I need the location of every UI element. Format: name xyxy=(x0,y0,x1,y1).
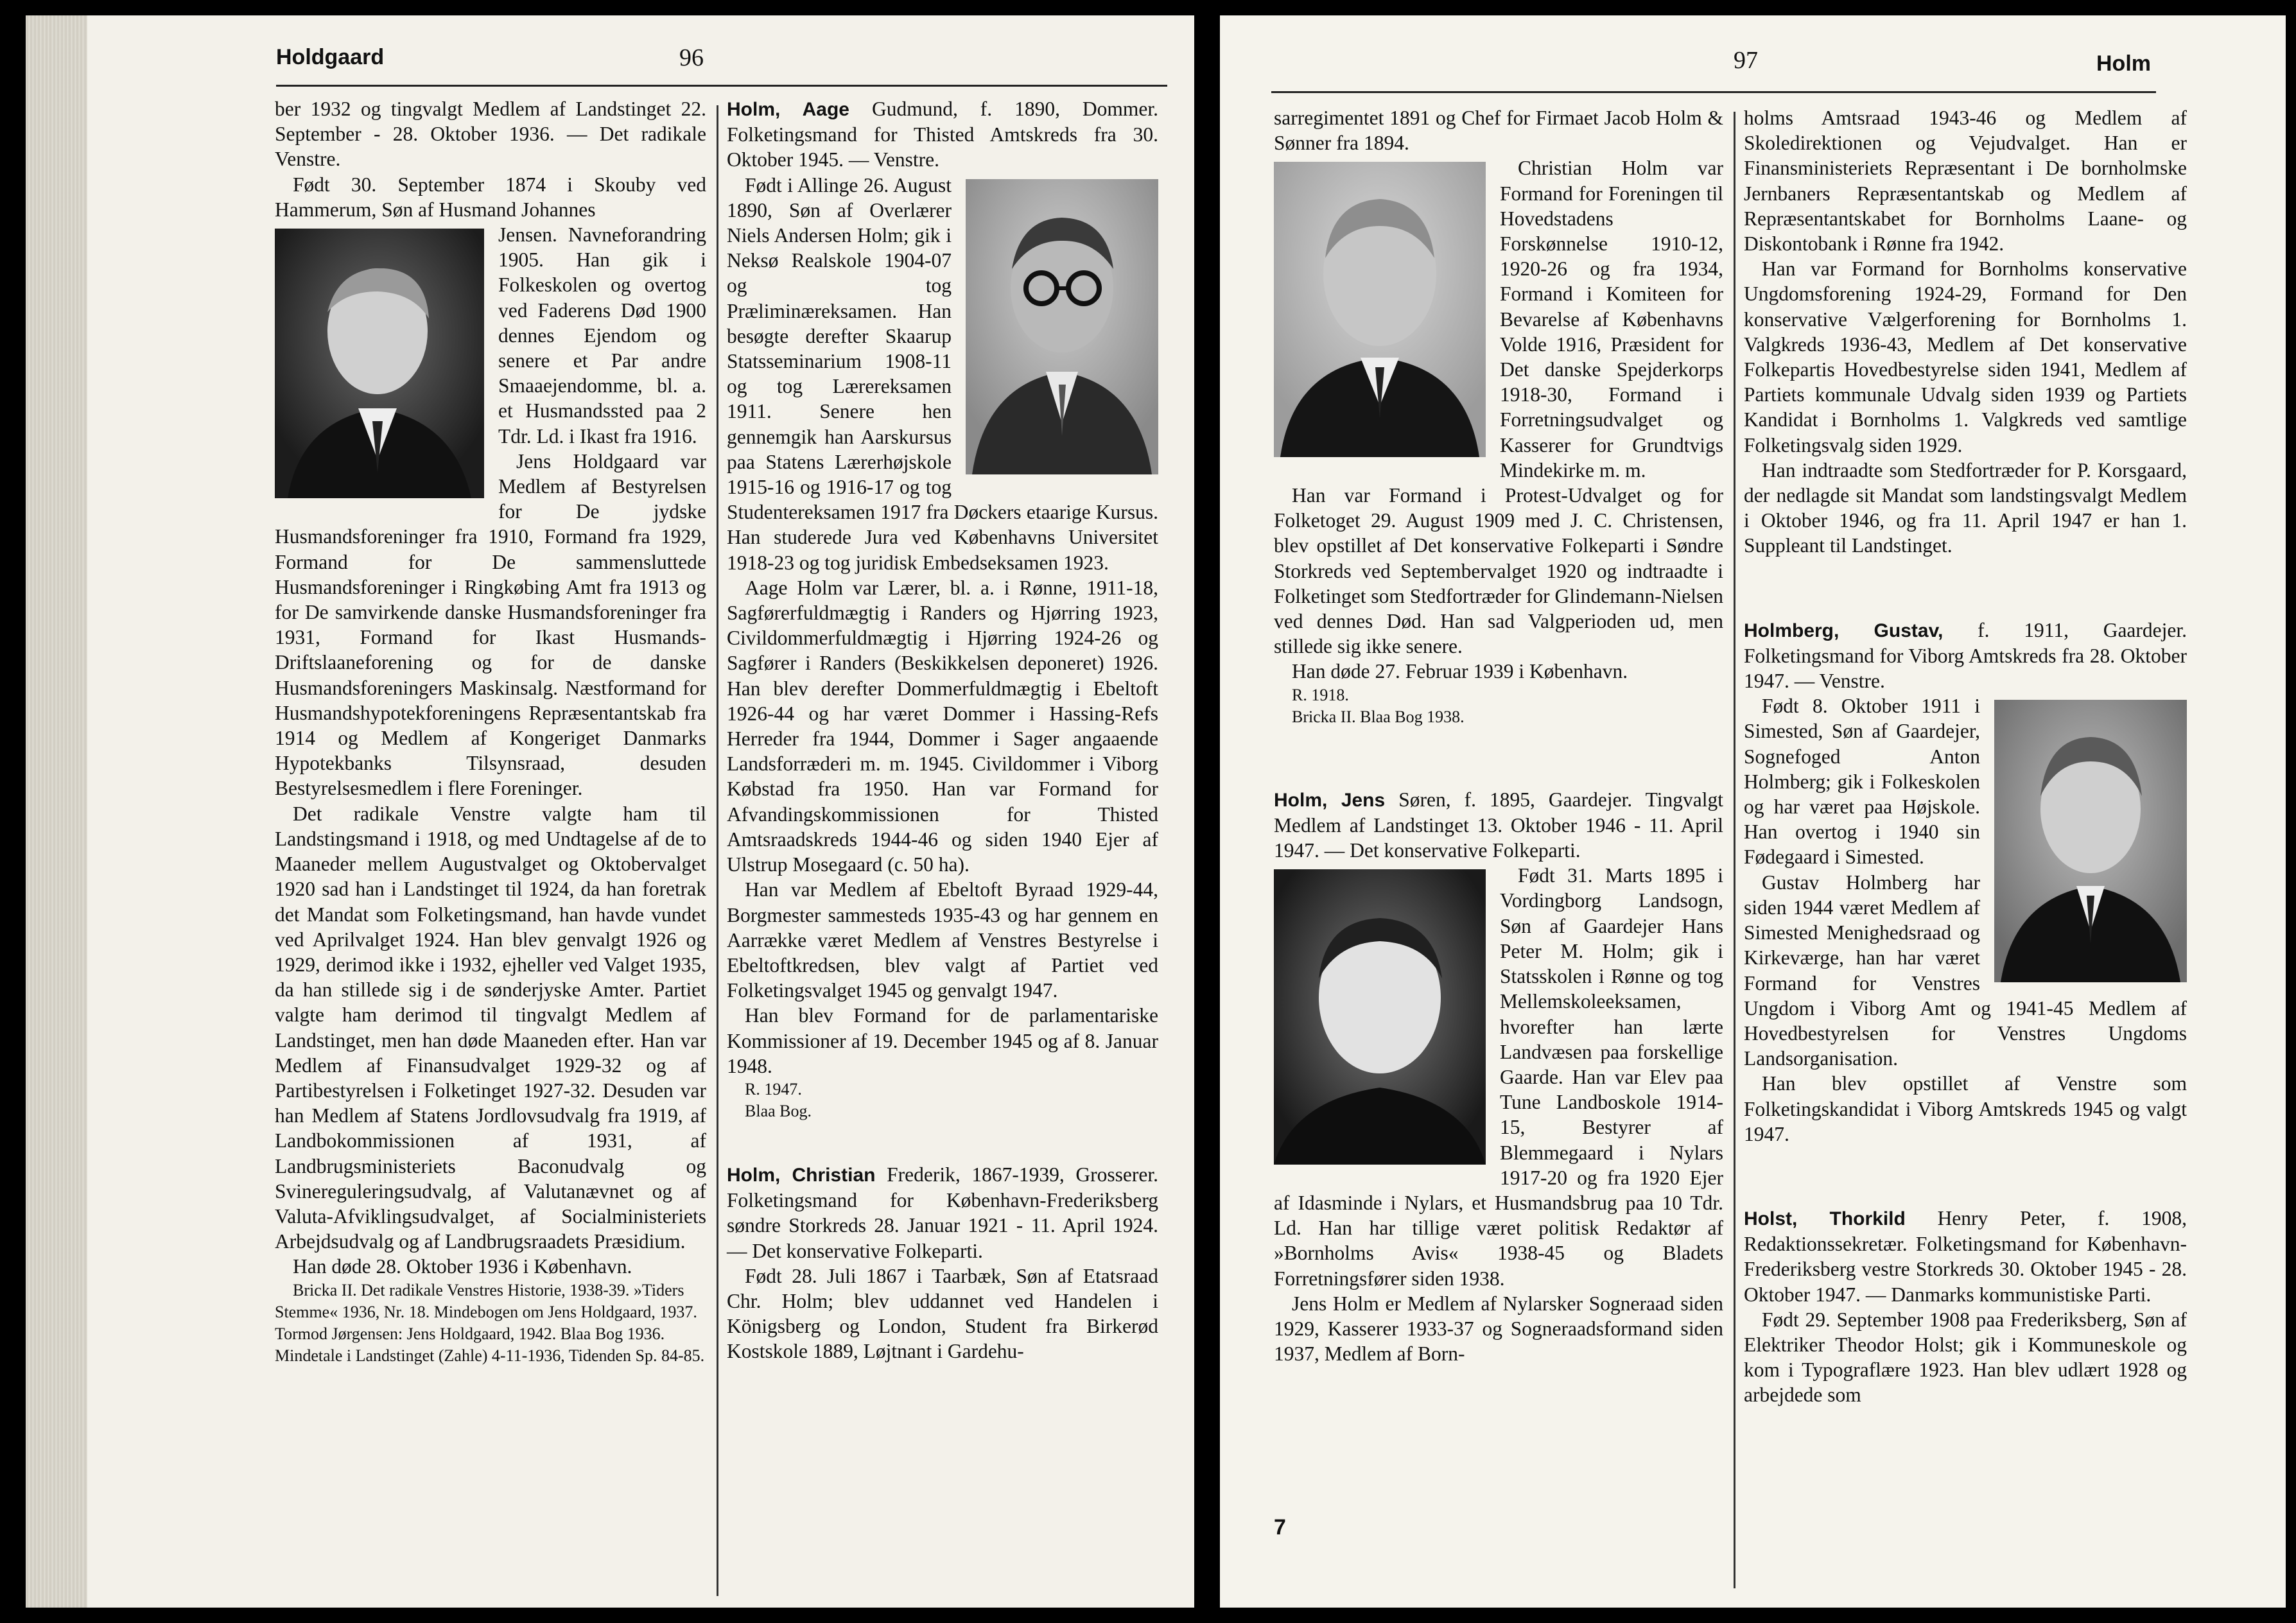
reference: Bricka II. Blaa Bog 1938. xyxy=(1292,707,1465,726)
portrait-christian-holm xyxy=(1274,162,1486,457)
paragraph: Han var Formand i Protest-Udvalget og for Folketoget 29. August 1909 med J. C. Christensen, blev opstillet af Det konservative Folkeparti i Søndre Storkreds ved Septembervalget 1920 og indtraadte i Folketinget som Stedfortræder for Glindemann-Nielsen ved dennes Død. Han sad Valgperioden ud, men stillede sig ikke senere. xyxy=(1274,484,1723,658)
column-divider xyxy=(1734,112,1735,1588)
paragraph: holms Amtsraad 1943-46 og Medlem af Skoledirektionen og Vejudvalget. Han er Finansministeriets Repræsentant i De bornholmske Jernbaners Repræsentantskab og Medlem af Repræsentantskabet for Bornholms Laane- og Diskontobank i Rønne fra 1942. xyxy=(1744,107,2187,256)
paragraph: Han døde 28. Oktober 1936 i København. xyxy=(293,1255,632,1278)
entry-name: Holm, Jens xyxy=(1274,789,1386,811)
entry-intro: Frederik, 1867-1939, Grosserer. Folketingsmand for København-Frederiksberg søndre Storkreds 28. Januar 1921 - 11. April 1924. — Det konservative Folkeparti. xyxy=(727,1163,1158,1262)
running-header-name: Holm xyxy=(2096,51,2151,76)
entry-name: Holm, Christian xyxy=(727,1164,876,1186)
right-column-1 xyxy=(1274,105,1723,1569)
paragraph: Aage Holm var Lærer, bl. a. i Rønne, 1911-18, Sagførerfuldmægtig i Randers og Hjørring 1923, Civildommerfuldmægtig i Hjørring 1924-26 og Sagfører i Randers (Beskikkelsen deponeret) 1926. Han blev derefter Dommerfuldmægtig i Ebeltoft 1926-44 og har været Dommer i Hassing-Refs Herreder fra 1944, Dommer i Sager angaaende Landsforræderi m. m. 1945. Civildommer i Viborg Købstad fra 1950. Han var Formand for Afvandingskommissionen for Thisted Amtsraadskreds 1944-46 og siden 1940 Ejer af Ulstrup Mosegaard (c. 50 ha). xyxy=(727,576,1158,876)
running-header-name: Holdgaard xyxy=(276,45,385,69)
paragraph: sarregimentet 1891 og Chef for Firmaet Jacob Holm & Sønner fra 1894. xyxy=(1274,107,1723,155)
header-rule xyxy=(1271,91,2156,93)
paragraph: Født i Allinge 26. August 1890, Søn af Overlærer Niels Andersen Holm; gik i Neksø Realskole 1904-07 og tog Præliminæreksamen. Han besøgte derefter Skaarup Statsseminarium 1908-11 og tog Lærereksamen 1911. Senere hen gennemgik han Aarskursus paa Statens Lærerhøjskole 1915-16 og 1916-17 og tog Studentereksamen 1917 fra Døckers etaarige Kursus. Han studerede Jura ved Københavns Universitet 1918-23 og tog juridisk Embedseksamen 1923. xyxy=(727,173,1158,574)
portrait-gustav-holmberg xyxy=(1994,700,2187,982)
paragraph: Han indtraadte som Stedfortræder for P. Korsgaard, der nedlagde sit Mandat som landstingsvalgt Medlem i Oktober 1946, og fra 11. April 1947 er han 1. Suppleant til Landstinget. xyxy=(1744,458,2187,557)
paragraph: Han blev opstillet af Venstre som Folketingskandidat i Viborg Amtskreds 1945 og valgt 1947. xyxy=(1744,1072,2187,1145)
reference: R. 1918. xyxy=(1292,685,1349,704)
page-number: 97 xyxy=(1734,47,1758,74)
page-edge xyxy=(26,15,87,1608)
paragraph: Han døde 27. Februar 1939 i København. xyxy=(1292,660,1628,683)
paragraph: Det radikale Venstre valgte ham til Landstingsmand i 1918, og med Undtagelse af de to Maaneder mellem Augustvalget og Oktobervalget 1920 sad han i Landstinget til 1924, da han foretrak det Mandat som Folketingsmand, han havde vundet ved Aprilvalget 1924. Han blev genvalgt 1926 og 1929, derimod ikke i 1932, ejheller ved Valget 1935, da han stillede sig i de sønderjyske Amter. Partiet valgte ham derimod til tingvalgt Medlem af Landstinget, men han døde Maaneden efter. Han var Medlem af Finansudvalget 1929-32 og af Partibestyrelsen i Folketinget 1927-32. Desuden var han Medlem af Statens Jordlovsudvalg fra 1919, af Landbokommissionen af 1931, af Landbrugsministeriets Baconudvalg og Svinereguleringsudvalg, af Valutanævnet og af Valuta-Afviklingsudvalget, af Socialministeriets Arbejdsudvalg og af Landbrugsraadets Præsidium. xyxy=(275,802,706,1253)
paragraph: Født 30. September 1874 i Skouby ved Hammerum, Søn af Husmand Johannes xyxy=(275,173,706,221)
paragraph: ber 1932 og tingvalgt Medlem af Landstinget 22. September - 28. Oktober 1936. — Det radikale Venstre. xyxy=(275,98,706,171)
left-column-2 xyxy=(727,96,1158,1599)
portrait-aage-holm xyxy=(966,179,1158,474)
reference: Blaa Bog. xyxy=(745,1101,812,1120)
entry-intro: Gudmund, f. 1890, Dommer. Folketingsmand for Thisted Amtskreds fra 30. Oktober 1945. — Venstre. xyxy=(727,98,1159,171)
paragraph: Født 31. Marts 1895 i Vordingborg Landsogn, Søn af Gaardejer Hans Peter M. Holm; gik i Statsskolen i Rønne og tog Mellemskoleeksamen, hvorefter han lærte Landvæsen paa forskellige Gaarde. Han var Elev paa Tune Landboskole 1914-15, Bestyrer af Blemmegaard i Nylars 1917-20 og fra 1920 Ejer af Idasminde i Nylars, et Husmandsbrug paa 10 Tdr. Ld. Han har tillige været politisk Redaktør af »Bornholms Avis« 1938-45 og Bladets Forretningsfører siden 1938. xyxy=(1274,864,1723,1290)
column-divider xyxy=(717,105,718,1596)
left-column-1 xyxy=(275,96,706,1599)
portrait-jens-holm xyxy=(1274,869,1486,1165)
entry-name: Holm, Aage xyxy=(727,99,849,120)
paragraph: Jensen. Navneforandring 1905. Han gik i Folkeskolen og overtog ved Faderens Død 1900 dennes Ejendom og senere et Par andre Smaaejendomme, bl. a. et Husmandssted paa 2 Tdr. Ld. i Ikast fra 1916. xyxy=(498,223,706,447)
right-column-2 xyxy=(1744,105,2187,1575)
paragraph: Jens Holdgaard var Medlem af Bestyrelsen for De jydske Husmandsforeninger fra 1910, Formand fra 1929, Formand for De sammensluttede Husmandsforeninger i Ringkøbing Amt fra 1913 og for De samvirkende danske Husmandsforeninger fra 1931, Formand for Ikast Husmands-Driftslaaneforening og for de danske Husmandsforeningers Maskinsalg. Næstformand for Husmandshypotekforeningens Repræsentantskab fra 1914 og Medlem af Kongeriget Danmarks Hypotekbanks Tilsynsraad, desuden Bestyrelsesmedlem i flere Foreninger. xyxy=(275,449,706,800)
paragraph: Født 29. September 1908 paa Frederiksberg, Søn af Elektriker Theodor Holst; gik i Kommuneskole og kom i Typograflære 1923. Han blev udlært 1928 og arbejdede som xyxy=(1744,1308,2187,1407)
signature-mark: 7 xyxy=(1274,1515,1286,1540)
entry-intro: f. 1911, Gaardejer. Folketingsmand for Viborg Amtskreds fra 28. Oktober 1947. — Venstre. xyxy=(1744,618,2187,693)
paragraph-wrap xyxy=(1274,155,1723,483)
page-number: 96 xyxy=(679,44,704,71)
entry-name: Holmberg, Gustav, xyxy=(1744,620,1944,641)
entry-name: Holst, Thorkild xyxy=(1744,1208,1906,1229)
paragraph: Jens Holm er Medlem af Nylarsker Sogneraad siden 1929, Kasserer 1933-37 og Sogneraadsformand siden 1937, Medlem af Born- xyxy=(1274,1292,1723,1366)
reference: R. 1947. xyxy=(745,1079,802,1098)
paragraph: Han var Medlem af Ebeltoft Byraad 1929-44, Borgmester sammesteds 1935-43 og har gennem en Aarrække været Medlem af Venstres Bestyrelse i Ebeltoftkredsen, blev valgt af Partiet ved Folketingsvalget 1945 og genvalgt 1947. xyxy=(727,878,1158,1002)
portrait-holdgaard xyxy=(275,229,484,498)
references: Bricka II. Det radikale Venstres Historie, 1938-39. »Tiders Stemme« 1936, Nr. 18. Mindebogen om Jens Holdgaard, 1937. Tormod Jørgensen: Jens Holdgaard, 1942. Blaa Bog 1936. Mindetale i Landstinget (Zahle) 4-11-1936, Tidenden Sp. 84-85. xyxy=(275,1280,705,1365)
paragraph: Han var Formand for Bornholms konservative Ungdomsforening 1924-29, Formand for Den konservative Vælgerforening for Bornholms 1. Valgkreds 1936-43, Medlem af Det konservative Folkepartis Hovedbestyrelse siden 1941, Medlem af Partiets kommunale Udvalg siden 1939 og Partiets Kandidat i Bornholms 1. Valgkreds ved samtlige Folketingsvalg siden 1929. xyxy=(1744,257,2187,456)
entry-intro: Søren, f. 1895, Gaardejer. Tingvalgt Medlem af Landstinget 13. Oktober 1946 - 11. April 1947. — Det konservative Folkeparti. xyxy=(1274,788,1724,862)
paragraph: Christian Holm var Formand for Foreningen til Hovedstadens Forskønnelse 1910-12, 1920-26 og fra 1934, Formand i Komiteen for Bevarelse af Københavns Volde 1916, Præsident for Det danske Spejderkorps 1918-30, Formand i Forretningsudvalget og Kasserer for Grundtvigs Mindekirke m. m. xyxy=(1500,157,1723,482)
left-page xyxy=(26,15,1194,1608)
paragraph: Født 8. Oktober 1911 i Simested, Søn af Gaardejer, Sognefoged Anton Holmberg; gik i Folkeskolen og har været paa Højskole. Han overtog i 1940 sin Fødegaard i Simested. xyxy=(1744,695,1980,869)
entry-intro: Henry Peter, f. 1908, Redaktionssekretær. Folketingsmand for København-Frederiksberg vestre Storkreds 30. Oktober 1945 - 28. Oktober 1947. — Danmarks kommunistiske Parti. xyxy=(1744,1206,2187,1306)
right-page xyxy=(1220,15,2286,1608)
header-rule xyxy=(276,85,1167,87)
paragraph: Han blev Formand for de parlamentariske Kommissioner af 19. December 1945 og af 8. Januar 1948. xyxy=(727,1004,1158,1077)
paragraph: Gustav Holmberg har siden 1944 været Medlem af Simested Menighedsraad og Kirkeværge, han har været Formand for Venstres Ungdom i Viborg Amt og 1941-45 Medlem af Hovedbestyrelsen for Venstres Ungdoms Landsorganisation. xyxy=(1744,871,2187,1070)
paragraph: Født 28. Juli 1867 i Taarbæk, Søn af Etatsraad Chr. Holm; blev uddannet ved Handelen i Königsberg og London, Student fra Birkerød Kostskole 1889, Løjtnant i Gardehu- xyxy=(727,1264,1158,1363)
